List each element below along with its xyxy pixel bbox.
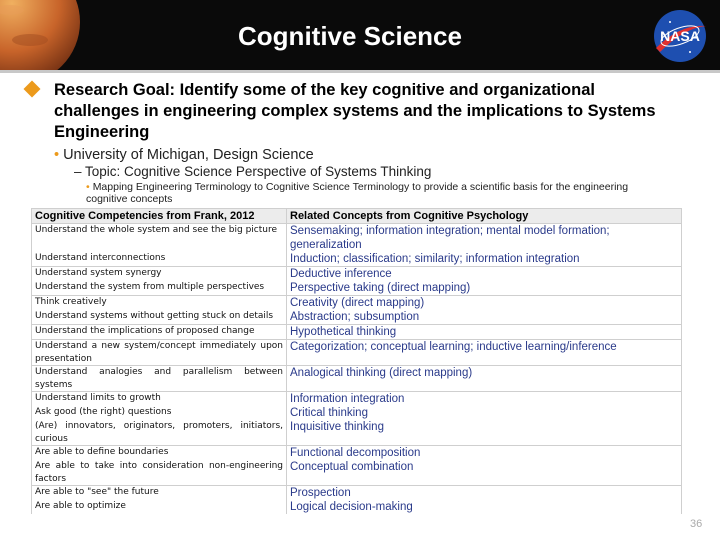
concept-cell (287, 406, 682, 420)
concept-cell (287, 267, 682, 282)
table-row (32, 281, 682, 296)
competency-cell: Are able to optimize (32, 500, 287, 514)
concept-cell (287, 392, 682, 407)
table-row (32, 325, 682, 340)
diamond-bullet-icon (24, 81, 41, 98)
table-row (32, 420, 682, 446)
concept-cell (287, 446, 682, 461)
competency-cell: Understand interconnections (32, 252, 287, 267)
competency-cell: Understand the whole system and see the big picture (32, 224, 287, 253)
subbullet-mapping (86, 181, 646, 205)
concept-cell (287, 281, 682, 296)
concept-cell (287, 486, 682, 501)
table-row (32, 446, 682, 461)
table-row (32, 500, 682, 514)
competency-cell: Are able to "see" the future (32, 486, 287, 501)
research-goal-text: Research Goal: Identify some of the key cognitive and organizational challenges in engineering complex systems and the implications to Systems Engineering (54, 81, 656, 141)
mars-planet-image (0, 0, 140, 70)
nasa-logo-icon (650, 8, 710, 64)
concept-cell (287, 460, 682, 486)
subbullet-mapping-text: Mapping Engineering Terminology to Cognitive Science Terminology to provide a scientific basis for the engineering cognitive concepts (86, 181, 629, 205)
table-body (32, 224, 682, 515)
table-row (32, 460, 682, 486)
table-row (32, 392, 682, 407)
table-row (32, 252, 682, 267)
concept-text: Deductive inference (290, 268, 392, 280)
table-row (32, 406, 682, 420)
competency-cell: Ask good (the right) questions (32, 406, 287, 420)
competency-cell: Think creatively (32, 296, 287, 311)
concept-text: Prospection (290, 487, 351, 499)
concept-text: Functional decomposition (290, 447, 421, 459)
competency-cell: Understand analogies and parallelism between systems (32, 366, 287, 392)
competency-mapping-table (31, 208, 682, 514)
page-number: 36 (690, 518, 703, 530)
competency-cell: Understand the system from multiple perspectives (32, 281, 287, 296)
table-header-left: Cognitive Competencies from Frank, 2012 (32, 209, 287, 224)
table-row (32, 486, 682, 501)
competency-cell: Are able to take into consideration non-engineering factors (32, 460, 287, 486)
concept-text: Perspective taking (direct mapping) (290, 282, 471, 294)
slide-title: Cognitive Science (238, 21, 462, 51)
subbullet-topic: – Topic: Cognitive Science Perspective of Systems Thinking (74, 164, 432, 179)
competency-cell: Understand limits to growth (32, 392, 287, 407)
concept-text: Induction; classification; similarity; information integration (290, 253, 580, 265)
table-row (32, 366, 682, 392)
competency-cell: Understand a new system/concept immediately upon presentation (32, 340, 287, 366)
table-row (32, 267, 682, 282)
concept-text: Conceptual combination (290, 461, 414, 473)
table-row (32, 224, 682, 253)
concept-cell (287, 340, 682, 366)
concept-cell (287, 310, 682, 325)
competency-cell: (Are) innovators, originators, promoters, initiators, curious (32, 420, 287, 446)
bullet-dot-icon: • (54, 147, 60, 163)
bullet-dot-icon: • (86, 181, 90, 193)
concept-text: Analogical thinking (direct mapping) (290, 367, 473, 379)
concept-cell (287, 252, 682, 267)
table-row (32, 296, 682, 311)
subbullet-university (54, 146, 314, 164)
concept-cell (287, 366, 682, 392)
concept-text: Hypothetical thinking (290, 326, 397, 338)
concept-text: Creativity (direct mapping) (290, 297, 425, 309)
table-row (32, 340, 682, 366)
competency-cell: Understand the implications of proposed change (32, 325, 287, 340)
concept-text: Categorization; conceptual learning; inductive learning/inference (290, 341, 617, 353)
concept-text: Logical decision-making (290, 501, 413, 513)
competency-cell: Understand systems without getting stuck on details (32, 310, 287, 325)
slide-header (0, 0, 720, 70)
concept-text: Critical thinking (290, 407, 368, 419)
concept-cell (287, 500, 682, 514)
header-divider (0, 70, 720, 73)
concept-cell (287, 296, 682, 311)
subbullet-university-text: University of Michigan, Design Science (63, 147, 314, 163)
concept-text: Inquisitive thinking (290, 421, 384, 433)
table-header-right: Related Concepts from Cognitive Psychology (287, 209, 682, 224)
nasa-logo-text: NASA (660, 28, 700, 44)
table-row (32, 310, 682, 325)
competency-cell: Understand system synergy (32, 267, 287, 282)
competency-cell: Are able to define boundaries (32, 446, 287, 461)
concept-text: Abstraction; subsumption (290, 311, 420, 323)
concept-text: Sensemaking; information integration; mental model formation; (290, 225, 610, 237)
concept-cell (287, 420, 682, 446)
concept-text: Information integration (290, 393, 405, 405)
concept-text: generalization (290, 239, 362, 251)
concept-cell (287, 224, 682, 253)
concept-cell (287, 325, 682, 340)
